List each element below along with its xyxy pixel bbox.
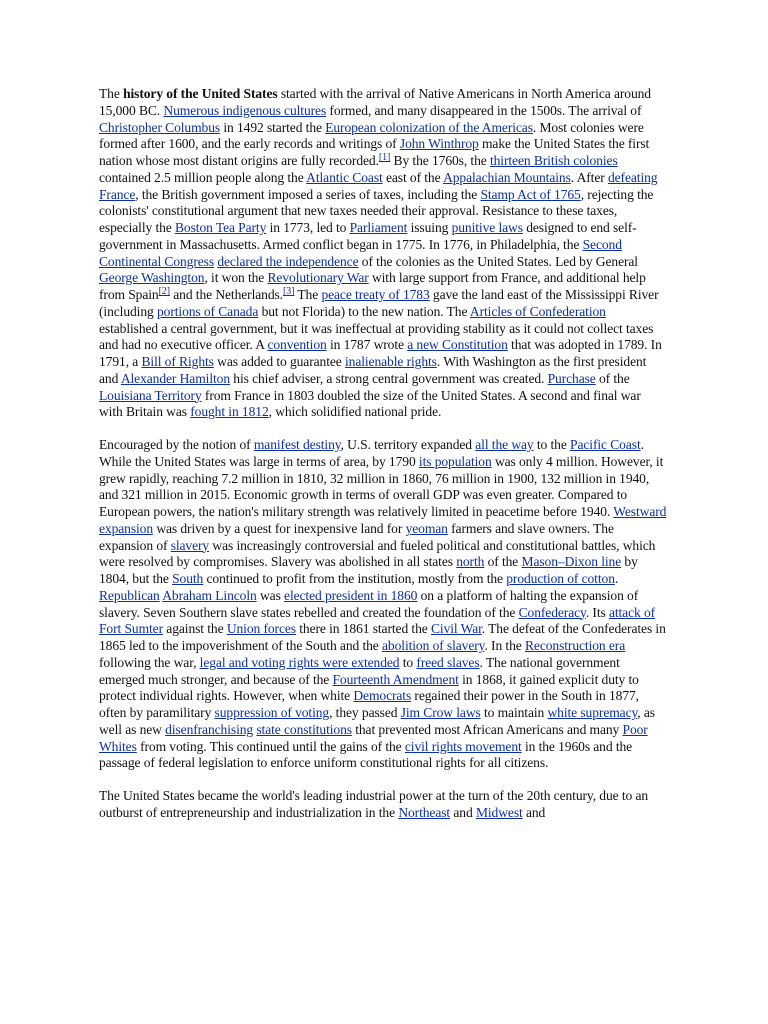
citation-link-2[interactable]: [2] — [158, 286, 170, 297]
link-a-new-constitution[interactable]: a new Constitution — [407, 337, 508, 353]
text-run: The — [99, 86, 124, 101]
link-john-winthrop[interactable]: John Winthrop — [399, 136, 479, 152]
text-run: Encouraged by the notion of — [99, 437, 254, 452]
text-run: make the United States the first nation whose most distant origins are fully recorded. — [99, 136, 650, 168]
text-run: of the — [484, 554, 522, 570]
citation-link-1[interactable]: [1] — [378, 152, 391, 163]
link-suppression-of-voting[interactable]: suppression of voting — [214, 705, 330, 720]
link-portions-of-canada[interactable]: portions of Canada — [156, 303, 259, 319]
text-run: in 1492 started the — [220, 119, 326, 135]
text-run: regained their power in the South in 1877, often by paramilitary — [99, 688, 639, 720]
citation-link-3[interactable]: [3] — [282, 286, 295, 297]
link-northeast[interactable]: Northeast — [398, 804, 451, 820]
link-republican[interactable]: Republican — [99, 587, 160, 603]
link-george-washington[interactable]: George Washington — [99, 270, 205, 286]
link-civil-war[interactable]: Civil War — [430, 621, 482, 637]
link-purchase[interactable]: Purchase — [547, 370, 596, 386]
text-run: . — [614, 571, 619, 586]
text-run: that was adopted in 1789. In 1791, a — [99, 337, 662, 369]
text-run: in 1787 wrote — [326, 337, 408, 353]
text-run: was added to guarantee — [213, 354, 345, 369]
text-run: was only 4 million. However, it grew rapidly, reaching 7.2 million in 1810, 32 million in 1860, 76 million in 1900, 132 million in 1940, and 321 million in 2015. Economic growth in terms of overall GDP was even greater. Compared to European powers, the nation's military strength was relatively limited in peacetime before 1940. — [99, 453, 664, 519]
text-run: issuing — [407, 220, 452, 235]
link-democrats[interactable]: Democrats — [353, 688, 412, 704]
text-run: to the — [533, 437, 571, 452]
text-run: contained 2.5 million people along the — [99, 169, 307, 185]
article-body — [99, 86, 667, 838]
text-run: started with the arrival of Native Americans in North America around 15,000 BC. — [99, 86, 651, 118]
link-convention[interactable]: convention — [267, 337, 327, 353]
text-run: against the — [163, 621, 227, 637]
link-union-forces[interactable]: Union forces — [226, 621, 296, 637]
text-run: , they passed — [329, 705, 401, 720]
link-attack-of-fort-sumter[interactable]: attack of Fort Sumter — [99, 604, 656, 637]
citation-superscript — [159, 286, 170, 297]
link-its-population[interactable]: its population — [418, 453, 492, 469]
text-run: in 1868, it gained explicit duty to protect individual rights. However, when white — [99, 671, 639, 704]
text-run: The United States became the world's leading industrial power at the turn of the 20th century, due to an outburst of entrepreneurship and industrialization in the — [99, 788, 649, 820]
link-fought-in-1812[interactable]: fought in 1812 — [190, 404, 269, 420]
text-run: with large support from France, and additional help from Spain — [99, 270, 646, 302]
paragraph-1 — [99, 86, 667, 421]
link-all-the-way[interactable]: all the way — [475, 437, 534, 452]
text-run: . While the United States was large in terms of area, by 1790 — [99, 437, 644, 469]
link-yeoman[interactable]: yeoman — [405, 520, 448, 536]
link-abraham-lincoln[interactable]: Abraham Lincoln — [162, 587, 257, 603]
link-defeating-france[interactable]: defeating France — [99, 169, 658, 202]
link-inalienable-rights[interactable]: inalienable rights — [344, 354, 437, 369]
link-european-colonization-of-the-americas[interactable]: European colonization of the Americas — [325, 119, 533, 135]
link-westward-expansion[interactable]: Westward expansion — [99, 504, 667, 536]
link-thirteen-british-colonies[interactable]: thirteen British colonies — [489, 153, 618, 168]
link-appalachian-mountains[interactable]: Appalachian Mountains — [443, 169, 571, 185]
link-jim-crow-laws[interactable]: Jim Crow laws — [400, 705, 481, 720]
text-run: formed, and many disappeared in the 1500s. The arrival of — [326, 102, 642, 118]
text-run: . Most colonies were formed after 1600, and the early records and writings of — [99, 119, 644, 152]
text-run: east of the — [382, 169, 444, 185]
link-revolutionary-war[interactable]: Revolutionary War — [267, 270, 369, 286]
text-run: . After — [570, 169, 608, 185]
text-run: in the 1960s and the passage of federal legislation to enforce uniform constitutional rights for all citizens. — [99, 738, 633, 771]
link-north[interactable]: north — [456, 554, 485, 570]
link-elected-president-in-1860[interactable]: elected president in 1860 — [284, 587, 418, 603]
text-run: , rejecting the colonists' constitutional argument that new taxes needed their approval. Resistance to these taxes, especially the — [99, 186, 654, 235]
text-run: and — [522, 804, 546, 820]
link-mason-dixon-line[interactable]: Mason–Dixon line — [521, 554, 622, 570]
paragraph-2 — [99, 437, 667, 772]
link-atlantic-coast[interactable]: Atlantic Coast — [306, 169, 383, 185]
link-boston-tea-party[interactable]: Boston Tea Party — [175, 220, 267, 235]
link-second-continental-congress[interactable]: Second Continental Congress — [99, 236, 622, 269]
text-run: . In the — [484, 638, 525, 653]
text-run: . Its — [585, 604, 609, 620]
link-confederacy[interactable]: Confederacy — [518, 604, 586, 620]
text-run: but not Florida) to the new nation. The — [258, 303, 470, 319]
text-run: was driven by a quest for inexpensive land for — [153, 520, 406, 536]
link-slavery[interactable]: slavery — [170, 537, 210, 553]
text-run: there in 1861 started the — [295, 621, 431, 637]
text-run: established a central government, but it was ineffectual at providing stability as it could not collect taxes and had no executive officer. A — [99, 320, 654, 353]
text-run: , U.S. territory expanded — [340, 437, 476, 452]
text-run: , the British government imposed a series of taxes, including the — [135, 186, 481, 202]
link-state-constitutions[interactable]: state constitutions — [256, 721, 352, 737]
link-south[interactable]: South — [172, 571, 204, 586]
link-abolition-of-slavery[interactable]: abolition of slavery — [382, 638, 485, 653]
link-declared-the-independence[interactable]: declared the independence — [217, 253, 359, 269]
text-run: to maintain — [480, 705, 548, 720]
text-run: . The national government emerged much stronger, and because of the — [99, 654, 620, 687]
link-christopher-columbus[interactable]: Christopher Columbus — [99, 119, 221, 135]
link-numerous-indigenous-cultures[interactable]: Numerous indigenous cultures — [163, 102, 327, 118]
text-run: , it won the — [204, 270, 268, 286]
text-run: continued to profit from the institution, mostly from the — [203, 571, 507, 586]
text-run: from voting. This continued until the gains of the — [136, 738, 405, 754]
link-production-of-cotton[interactable]: production of cotton — [506, 571, 615, 586]
link-midwest[interactable]: Midwest — [475, 804, 523, 820]
link-punitive-laws[interactable]: punitive laws — [451, 220, 523, 235]
link-bill-of-rights[interactable]: Bill of Rights — [141, 354, 214, 369]
text-run: following the war, — [99, 654, 200, 670]
link-manifest-destiny[interactable]: manifest destiny — [253, 437, 341, 452]
link-disenfranchising[interactable]: disenfranchising — [165, 721, 254, 737]
text-run: was — [256, 587, 285, 603]
link-parliament[interactable]: Parliament — [349, 220, 408, 235]
link-white-supremacy[interactable]: white supremacy — [547, 705, 638, 720]
text-run: of the colonies as the United States. Led by General — [358, 253, 638, 269]
link-pacific-coast[interactable]: Pacific Coast — [570, 437, 641, 452]
text-run: by 1804, but the — [99, 554, 638, 586]
text-run: designed to end self-government in Massachusetts. Armed conflict began in 1775. In 1776, in Philadelphia, the — [99, 220, 637, 252]
link-louisiana-territory[interactable]: Louisiana Territory — [99, 387, 202, 403]
text-run: . With Washington as the first president and — [99, 354, 647, 386]
text-run: farmers and slave owners. The expansion of — [99, 520, 614, 553]
link-legal-and-voting-rights-were-extended[interactable]: legal and voting rights were extended — [199, 654, 400, 670]
link-fourteenth-amendment[interactable]: Fourteenth Amendment — [332, 671, 459, 687]
paragraph-3 — [99, 788, 667, 822]
link-freed-slaves[interactable]: freed slaves — [416, 654, 480, 670]
link-civil-rights-movement[interactable]: civil rights movement — [404, 738, 522, 754]
citation-superscript — [379, 152, 390, 163]
text-run: to — [399, 654, 417, 670]
link-peace-treaty-of-1783[interactable]: peace treaty of 1783 — [321, 287, 430, 302]
bold-term: history of the United States — [123, 86, 278, 101]
text-run: , which solidified national pride. — [268, 404, 442, 420]
text-run: . The defeat of the Confederates in 1865 led to the impoverishment of the South and the — [99, 621, 666, 653]
link-stamp-act-of-1765[interactable]: Stamp Act of 1765 — [480, 186, 581, 202]
text-run: and — [450, 804, 476, 820]
text-run: The — [294, 287, 322, 302]
text-run: of the — [595, 370, 630, 386]
link-reconstruction-era[interactable]: Reconstruction era — [524, 638, 626, 653]
text-run: gave the land east of the Mississippi River (including — [99, 287, 659, 319]
text-run: from France in 1803 doubled the size of the United States. A second and final war with Britain was — [99, 387, 641, 420]
text-run: on a platform of halting the expansion of slavery. Seven Southern slave states rebelled and created the foundation of the — [99, 587, 639, 620]
text-run: that prevented most African Americans and many — [351, 721, 623, 737]
link-alexander-hamilton[interactable]: Alexander Hamilton — [120, 370, 230, 386]
text-run: By the 1760s, the — [390, 153, 490, 168]
text-run: was increasingly controversial and fueled political and constitutional battles, which were resolved by compromises. Slavery was abolished in all states — [99, 537, 656, 570]
link-articles-of-confederation[interactable]: Articles of Confederation — [469, 303, 606, 319]
citation-superscript — [283, 286, 294, 297]
text-run: in 1773, led to — [266, 220, 350, 235]
text-run: his chief adviser, a strong central government was created. — [230, 370, 548, 386]
link-poor-whites[interactable]: Poor Whites — [99, 721, 648, 754]
text-run: and the Netherlands. — [169, 287, 283, 302]
text-run: , as well as new — [99, 705, 655, 737]
